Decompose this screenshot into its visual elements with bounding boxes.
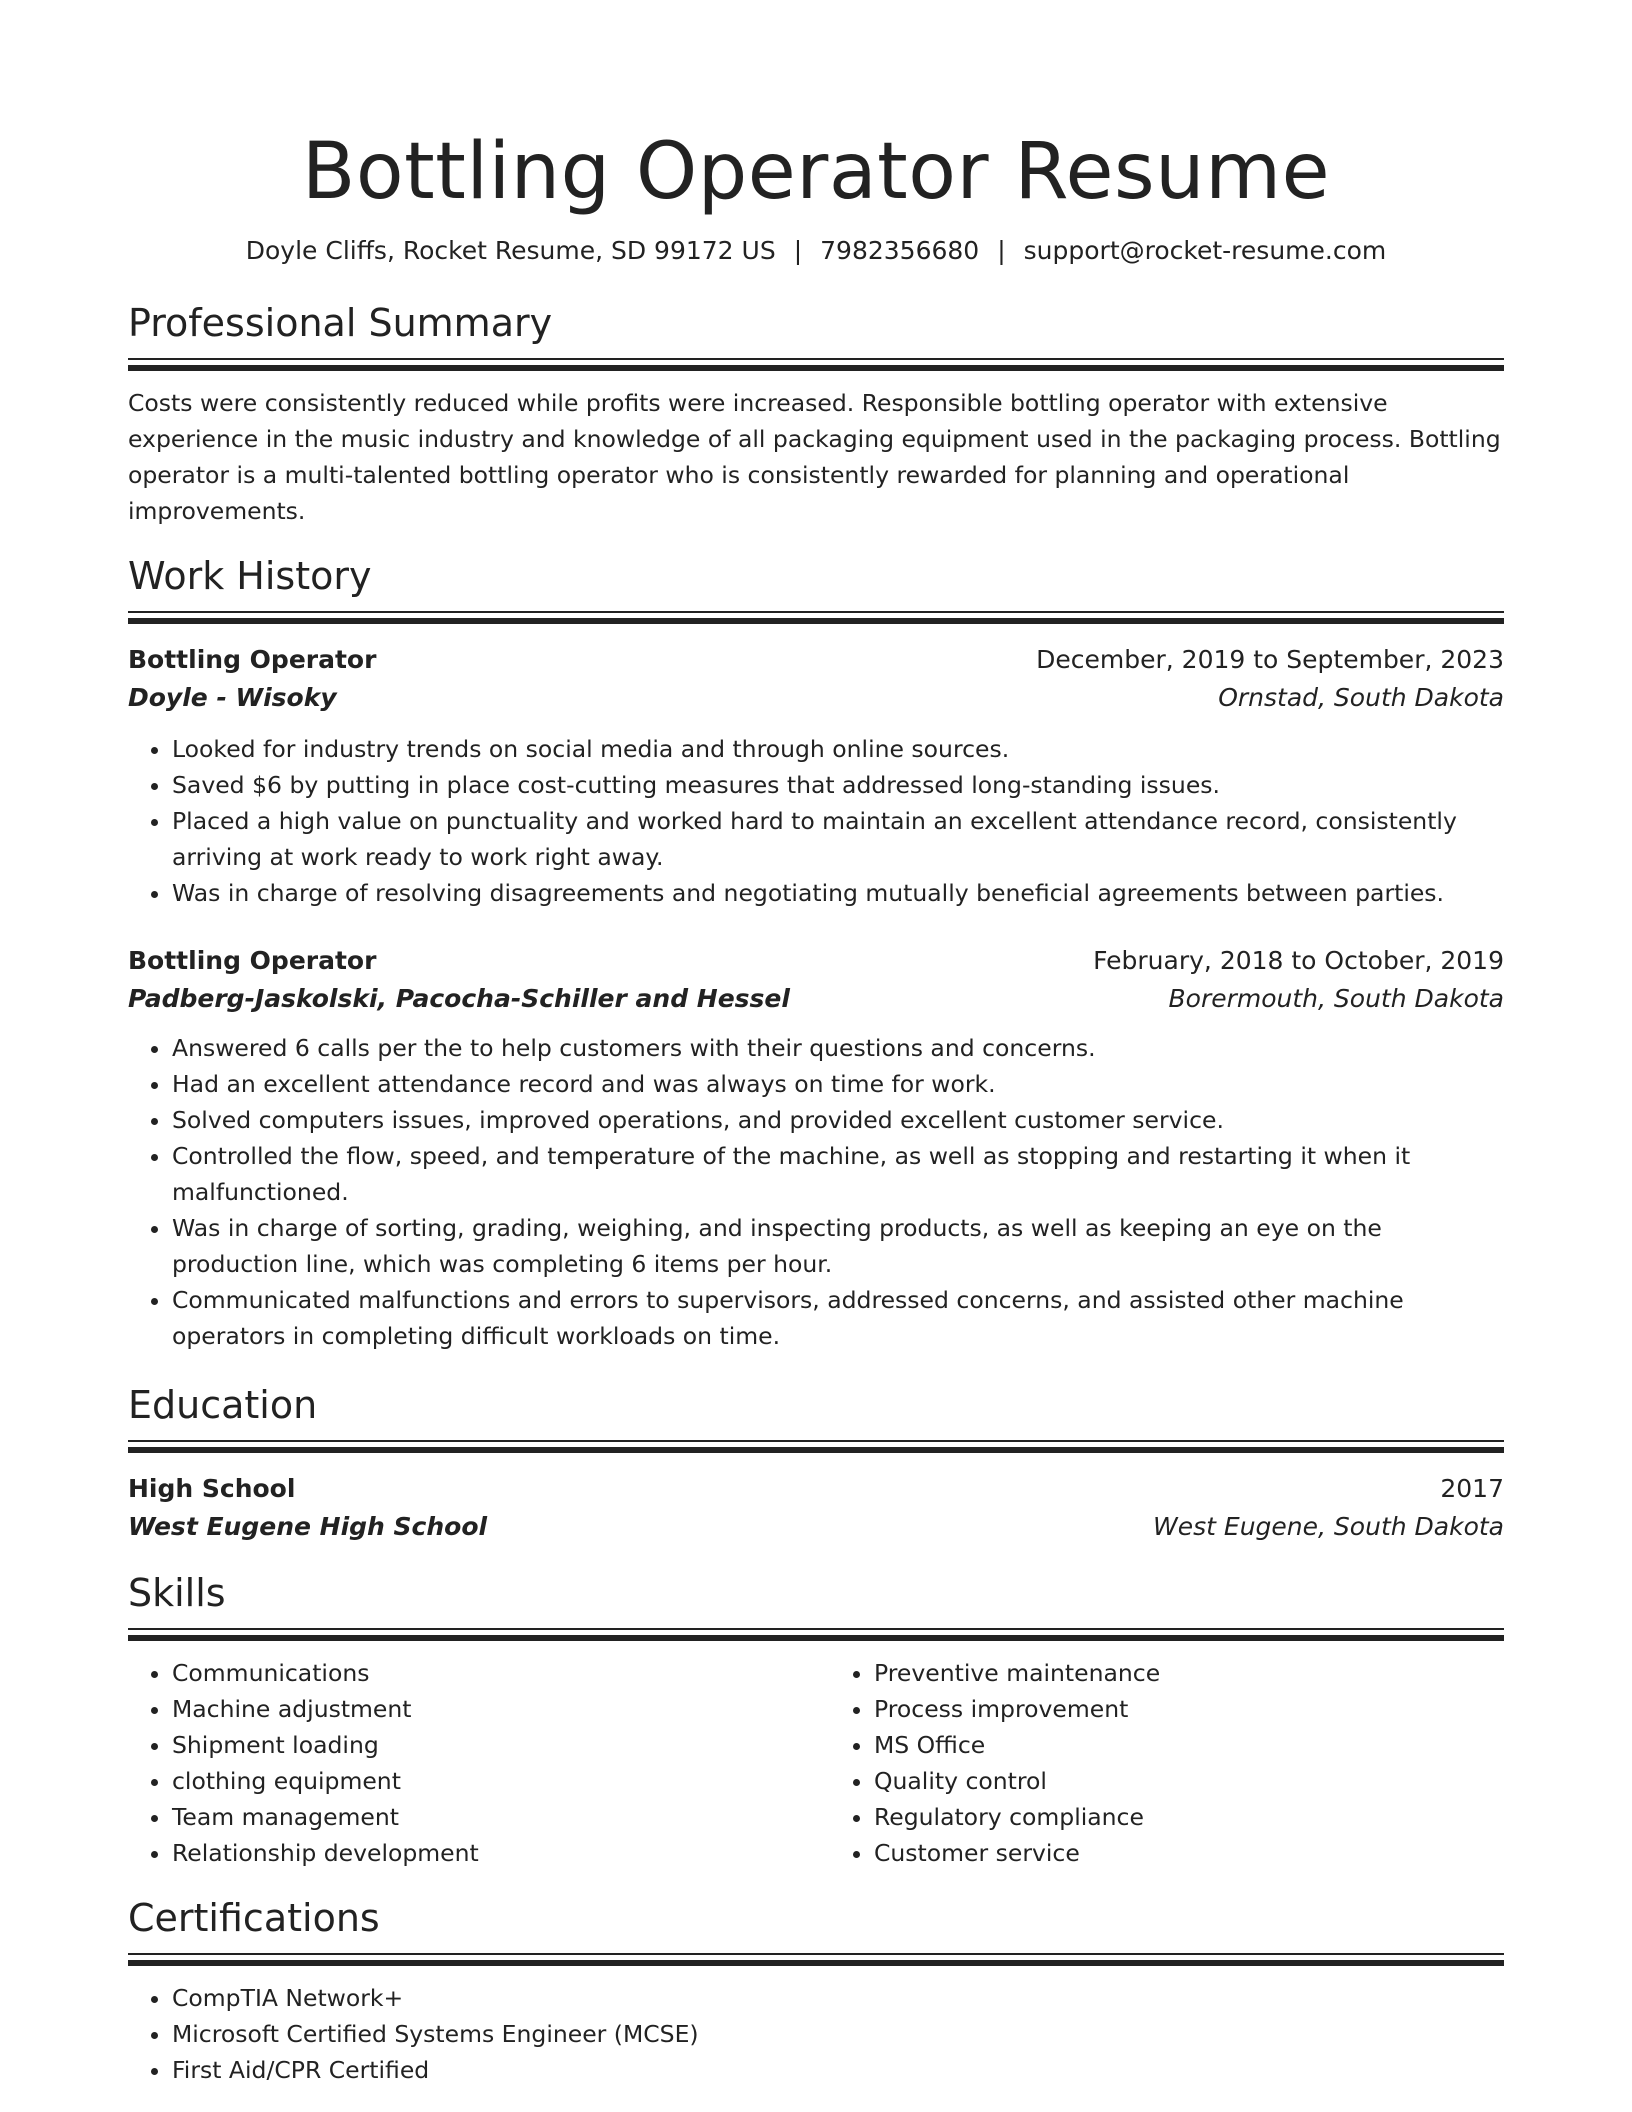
job-title: Bottling Operator bbox=[128, 946, 377, 975]
education-school-row bbox=[128, 1508, 1504, 1546]
summary-text: Costs were consistently reduced while profits were increased. Responsible bottling operator with extensive experience in the music industry and knowledge of all packaging equipment used in the packaging process. Bottling operator is a multi-talented bottling operator who is consistently rewarded for planning and operational improvements. bbox=[128, 389, 1501, 525]
section-divider-thin bbox=[128, 1440, 1504, 1442]
job-bullet: • Solved computers issues, improved operations, and provided excellent customer service. bbox=[172, 1102, 1504, 1138]
skill-item: • clothing equipment bbox=[172, 1763, 816, 1799]
skill-item: • Quality control bbox=[874, 1763, 1504, 1799]
contact-separator: | bbox=[997, 236, 1006, 265]
section-divider-thin bbox=[128, 1953, 1504, 1955]
skills-columns bbox=[128, 1655, 1504, 1871]
skills-list-right bbox=[816, 1655, 1504, 1871]
job-bullet: • Placed a high value on punctuality and worked hard to maintain an excellent attendance record, consistently arriving at work ready to work right away. bbox=[172, 803, 1504, 875]
job-bullet: • Was in charge of sorting, grading, weighing, and inspecting products, as well as keeping an eye on the production line, which was completing 6 items per hour. bbox=[172, 1210, 1504, 1282]
skill-item: • Process improvement bbox=[874, 1691, 1504, 1727]
section-skills bbox=[128, 1568, 1504, 1871]
skill-item: • Team management bbox=[172, 1799, 816, 1835]
job-bullet: • Controlled the flow, speed, and temperature of the machine, as well as stopping and restarting it when it malfunctioned. bbox=[172, 1138, 1504, 1210]
skill-item: • Shipment loading bbox=[172, 1727, 816, 1763]
section-heading: Education bbox=[128, 1383, 318, 1427]
resume-page bbox=[128, 0, 1504, 2088]
section-certifications bbox=[128, 1893, 1504, 2088]
job-company-row bbox=[128, 679, 1504, 717]
certification-item: • First Aid/CPR Certified bbox=[172, 2052, 1504, 2088]
job-bullet: • Communicated malfunctions and errors to supervisors, addressed concerns, and assisted other machine operators in completing difficult workloads on time. bbox=[172, 1282, 1504, 1354]
section-divider-thick bbox=[128, 1635, 1504, 1641]
section-divider-thin bbox=[128, 1628, 1504, 1630]
certification-item: • Microsoft Certified Systems Engineer (MCSE) bbox=[172, 2016, 1504, 2052]
section-heading: Certifications bbox=[128, 1896, 380, 1940]
job-company-row bbox=[128, 980, 1504, 1018]
section-divider-thin bbox=[128, 358, 1504, 360]
section-professional-summary bbox=[128, 298, 1504, 529]
skills-list-left bbox=[128, 1655, 816, 1871]
contact-email[interactable]: support@rocket-resume.com bbox=[1023, 236, 1387, 265]
job-entry bbox=[128, 641, 1504, 911]
contact-phone: 7982356680 bbox=[820, 236, 980, 265]
job-entry bbox=[128, 942, 1504, 1354]
resume-title: Bottling Operator Resume bbox=[301, 127, 1331, 217]
job-bullet: • Answered 6 calls per the to help customers with their questions and concerns. bbox=[172, 1030, 1504, 1066]
education-degree: High School bbox=[128, 1474, 296, 1503]
job-bullet: • Was in charge of resolving disagreements and negotiating mutually beneficial agreements between parties. bbox=[172, 875, 1504, 911]
skill-item: • Communications bbox=[172, 1655, 816, 1691]
section-divider-thick bbox=[128, 1960, 1504, 1966]
job-bullet: • Looked for industry trends on social media and through online sources. bbox=[172, 731, 1504, 767]
job-dates: December, 2019 to September, 2023 bbox=[1036, 645, 1504, 674]
section-heading: Skills bbox=[128, 1571, 226, 1615]
section-divider-thin bbox=[128, 611, 1504, 613]
section-divider-thick bbox=[128, 618, 1504, 624]
education-header-row bbox=[128, 1470, 1504, 1508]
certifications-list bbox=[128, 1980, 1504, 2088]
job-header-row bbox=[128, 641, 1504, 679]
section-education bbox=[128, 1380, 1504, 1546]
job-location: Ornstad, South Dakota bbox=[1218, 683, 1504, 712]
job-bullets bbox=[128, 731, 1504, 911]
job-location: Borermouth, South Dakota bbox=[1168, 984, 1504, 1013]
skill-item: • Preventive maintenance bbox=[874, 1655, 1504, 1691]
job-bullets bbox=[128, 1030, 1504, 1354]
contact-line bbox=[128, 234, 1504, 268]
job-company: Padberg-Jaskolski, Pacocha-Schiller and Hessel bbox=[128, 984, 790, 1013]
section-work-history bbox=[128, 551, 1504, 1354]
job-company: Doyle - Wisoky bbox=[128, 683, 337, 712]
certification-item: • CompTIA Network+ bbox=[172, 1980, 1504, 2016]
job-header-row bbox=[128, 942, 1504, 980]
job-bullet: • Had an excellent attendance record and was always on time for work. bbox=[172, 1066, 1504, 1102]
skill-item: • Machine adjustment bbox=[172, 1691, 816, 1727]
contact-address: Doyle Cliffs, Rocket Resume, SD 99172 US bbox=[245, 236, 776, 265]
job-dates: February, 2018 to October, 2019 bbox=[1093, 946, 1504, 975]
section-divider-thick bbox=[128, 365, 1504, 371]
education-entry bbox=[128, 1470, 1504, 1546]
section-divider-thick bbox=[128, 1447, 1504, 1453]
section-heading: Work History bbox=[128, 554, 372, 598]
skill-item: • Customer service bbox=[874, 1835, 1504, 1871]
job-bullet: • Saved $6 by putting in place cost-cutting measures that addressed long-standing issues. bbox=[172, 767, 1504, 803]
contact-separator: | bbox=[793, 236, 803, 265]
job-title: Bottling Operator bbox=[128, 645, 377, 674]
skill-item: • MS Office bbox=[874, 1727, 1504, 1763]
education-location: West Eugene, South Dakota bbox=[1153, 1512, 1504, 1541]
section-heading: Professional Summary bbox=[128, 301, 553, 345]
education-year: 2017 bbox=[1440, 1474, 1504, 1503]
skill-item: • Regulatory compliance bbox=[874, 1799, 1504, 1835]
skill-item: • Relationship development bbox=[172, 1835, 816, 1871]
education-school: West Eugene High School bbox=[128, 1512, 488, 1541]
